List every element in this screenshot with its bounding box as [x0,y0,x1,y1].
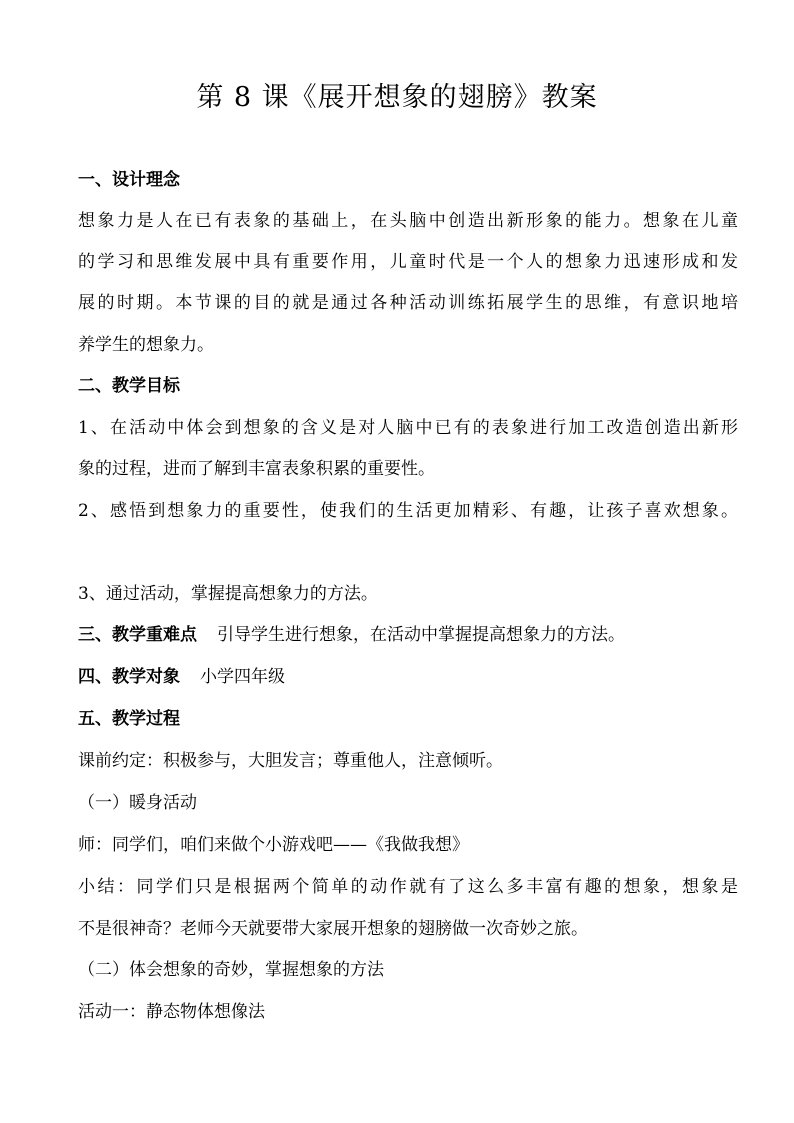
goal-item-continued: 象的过程，进而了解到丰富表象积累的重要性。 [78,459,435,479]
goal-item: 2、感悟到想象力的重要性，使我们的生活更加精彩、有趣，让孩子喜欢想象。 [78,501,738,521]
section-heading-key-points: 三、教学重难点 [78,625,197,645]
paragraph-line: 想象力是人在已有表象的基础上，在头脑中创造出新形象的能力。想象在儿童 [78,211,738,231]
paragraph-line: 小结：同学们只是根据两个简单的动作就有了这么多丰富有趣的想象，想象是 [78,877,738,897]
paragraph-line: 师：同学们，咱们来做个小游戏吧——《我做我想》 [78,835,469,855]
section-key-points [78,623,738,647]
page-title: 第 8 课《展开想象的翅膀》教案 [196,82,598,113]
paragraph-line: 养学生的想象力。 [78,335,214,355]
goal-item: 3、通过活动，掌握提高想象力的方法。 [78,584,378,604]
section-heading-teaching-goals: 二、教学目标 [78,376,180,396]
section-heading-audience: 四、教学对象 [78,667,180,687]
subsection-heading: （一）暖身活动 [78,793,197,813]
paragraph-line: 课前约定：积极参与，大胆发言；尊重他人，注意倾听。 [78,751,503,771]
key-points-text: 引导学生进行想象，在活动中掌握提高想象力的方法。 [217,625,625,645]
paragraph-line: 展的时期。本节课的目的就是通过各种活动训练拓展学生的思维，有意识地培 [78,293,738,313]
section-audience [78,665,738,689]
subsection-heading: （二）体会想象的奇妙，掌握想象的方法 [78,960,384,980]
section-heading-design-concept: 一、设计理念 [78,170,180,190]
audience-text: 小学四年级 [200,667,285,687]
paragraph-line: 不是很神奇？老师今天就要带大家展开想象的翅膀做一次奇妙之旅。 [78,919,588,939]
paragraph-line: 的学习和思维发展中具有重要作用，儿童时代是一个人的想象力迅速形成和发 [78,252,738,272]
goal-item: 1、在活动中体会到想象的含义是对人脑中已有的表象进行加工改造创造出新形 [78,418,738,438]
paragraph-line: 活动一：静态物体想像法 [78,1002,265,1022]
section-heading-teaching-process: 五、教学过程 [78,709,180,729]
